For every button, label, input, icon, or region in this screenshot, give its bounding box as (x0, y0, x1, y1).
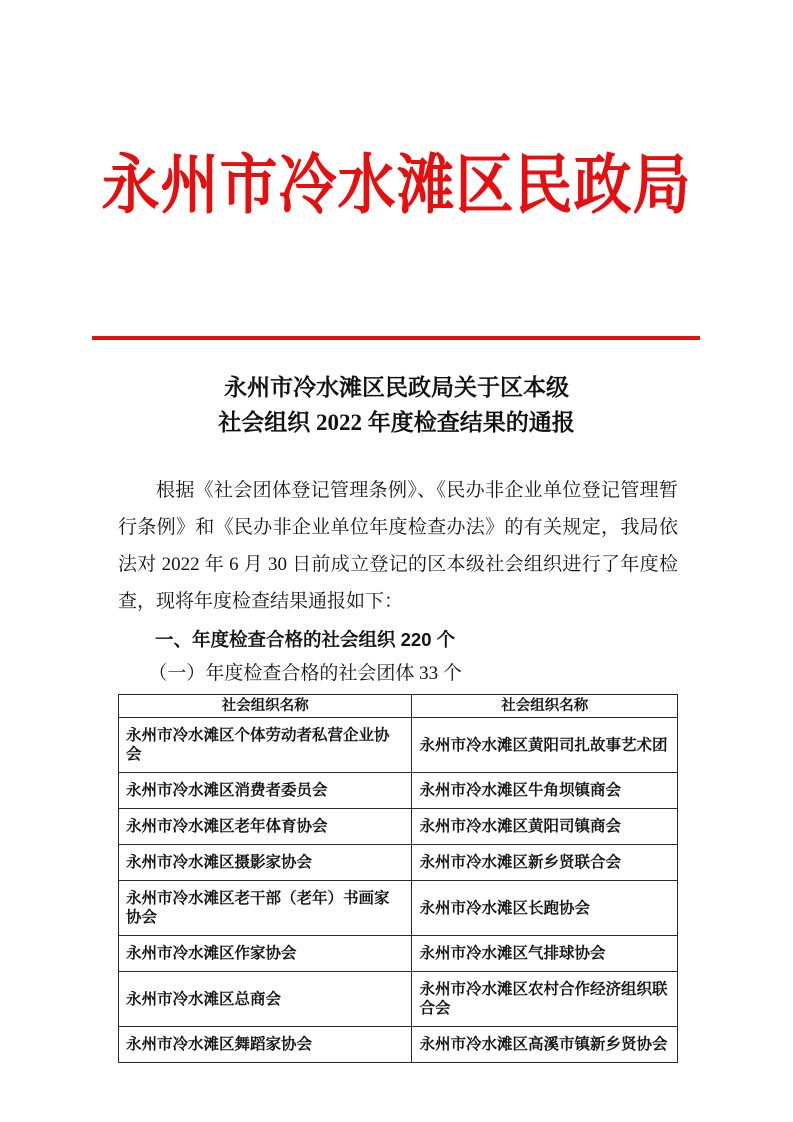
table-row (119, 845, 678, 881)
table-row (119, 972, 678, 1027)
table-cell: 永州市冷水滩区长跑协会 (412, 881, 678, 936)
table-cell: 永州市冷水滩区摄影家协会 (119, 845, 412, 881)
table-cell: 永州市冷水滩区舞蹈家协会 (119, 1027, 412, 1063)
table-header-cell: 社会组织名称 (119, 695, 412, 718)
table-cell: 永州市冷水滩区老干部（老年）书画家协会 (119, 881, 412, 936)
table-cell: 永州市冷水滩区高溪市镇新乡贤协会 (412, 1027, 678, 1063)
organizations-table (118, 694, 678, 1063)
table-row (119, 773, 678, 809)
subsection-heading-passed-social-groups: （一）年度检查合格的社会团体 33 个 (148, 663, 462, 684)
table-cell: 永州市冷水滩区气排球协会 (412, 936, 678, 972)
document-body (118, 472, 678, 1063)
table-cell: 永州市冷水滩区新乡贤联合会 (412, 845, 678, 881)
table-row (119, 1027, 678, 1063)
table-cell: 永州市冷水滩区总商会 (119, 972, 412, 1027)
table-cell: 永州市冷水滩区消费者委员会 (119, 773, 412, 809)
intro-paragraph: 根据《社会团体登记管理条例》、《民办非企业单位登记管理暂行条例》和《民办非企业单位年度检查办法》的有关规定，我局依法对 2022 年 6 月 30 日前成立登记的区本级社会组织进行了年度检查，现将年度检查结果通报如下： (118, 480, 678, 612)
section-heading-passed-organizations: 一、年度检查合格的社会组织 220 个 (155, 629, 456, 650)
table-cell: 永州市冷水滩区农村合作经济组织联合会 (412, 972, 678, 1027)
document-title-line1: 永州市冷水滩区民政局关于区本级 (224, 375, 569, 400)
table-cell: 永州市冷水滩区黄阳司镇商会 (412, 809, 678, 845)
table-row (119, 881, 678, 936)
table-cell: 永州市冷水滩区老年体育协会 (119, 809, 412, 845)
table-header-cell: 社会组织名称 (412, 695, 678, 718)
table-cell: 永州市冷水滩区牛角坝镇商会 (412, 773, 678, 809)
document-title-line2: 社会组织 2022 年度检查结果的通报 (218, 410, 575, 435)
table-header-row (119, 695, 678, 718)
table-cell: 永州市冷水滩区黄阳司扎故事艺术团 (412, 718, 678, 773)
table-cell: 永州市冷水滩区个体劳动者私营企业协会 (119, 718, 412, 773)
table-row (119, 936, 678, 972)
masthead-divider-rule (92, 336, 700, 340)
table-row (119, 809, 678, 845)
agency-masthead-title: 永州市冷水滩区民政局 (101, 148, 692, 222)
document-title (0, 370, 793, 440)
table-cell: 永州市冷水滩区作家协会 (119, 936, 412, 972)
table-row (119, 718, 678, 773)
